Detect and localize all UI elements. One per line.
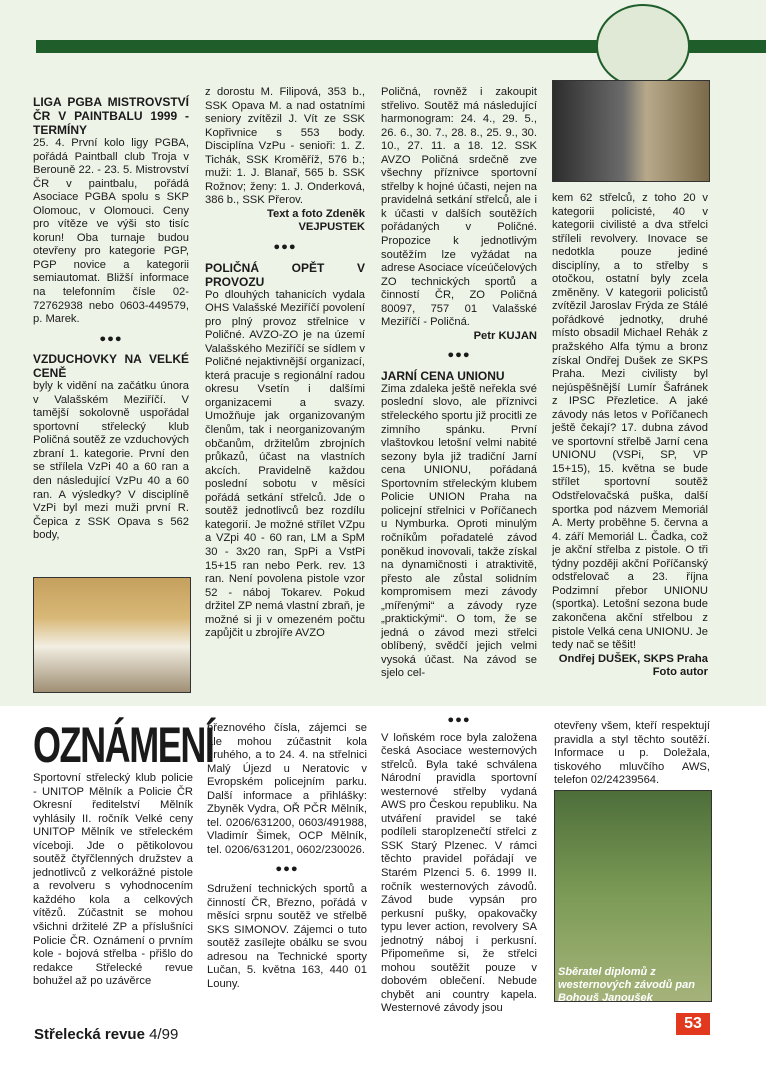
text-vzduchovky: byly k vidění na začátku února v Valašském Meziříčí. V tamější sokolovně uspořádal sportovní střelecký klub Poličná soutěž ze vzduchových zbraní 1. kategorie. První den se střílela VzPi 40 a 60 ran a den následující VzPu 40 a 60 ran. A výsledky? V disciplíně VzPi byl mezi muži první R. Čepica z SSK Opava s 562 body, xyxy=(33,380,189,542)
separator-dots: ●●● xyxy=(447,714,471,726)
text-unitop-cont: březnového čísla, zájemci se ale mohou zúčastnit kola druhého, a to 24. 4. na střelnici Malý Újezd u Neratovic v Evropském policejním parku. Další informace a přihlášky: Zbyněk Vydra, OŘ PČR Mělník, tel. 0206/631200, 0603/491988, Vladimír Šimek, OCP Mělník, tel. 0206/631201, 0602/230026. xyxy=(207,722,367,856)
shooter-logo-icon xyxy=(596,4,690,88)
heading-liga: LIGA PGBA MISTROVSTVÍ ČR V PAINTBALU 1999 - TERMÍNY xyxy=(33,95,189,137)
text-policna-cont: Poličná, rovněž i zakoupit střelivo. Soutěž má následující harmonogram: 24. 4., 29. 5., 26. 6., 30. 7., 28. 8., 25. 9., 30. 10., 27. 11. a 18. 12. SSK AVZO Poličná srdečně zve všechny příznivce sportovní střelby k hojné účasti, nejen na pravidelná setkání střelců, ale i k účasti v dalších soutěžích pořádaných v Poličné. Propozice k jednotlivým soutěžím lze vyžádat na adrese Asociace víceúčelových ZO technických sportů a činností ČR, ZO Poličná 80097, 757 01 Valašské Meziříčí - Poličná. xyxy=(381,86,537,329)
credit-kujan: Petr KUJAN xyxy=(473,329,537,342)
announcement-col-2 xyxy=(207,722,367,991)
heading-policna: POLIČNÁ OPĚT V PROVOZU xyxy=(205,260,365,289)
announcement-col-4 xyxy=(554,720,710,788)
footer-magazine xyxy=(34,1026,178,1043)
text-policna: Po dlouhých tahanicích vydala OHS Valašské Meziříčí povolení pro plný provoz střelnice v Poličné. AVZO-ZO je na území Valašského Meziříčí se sídlem v Poličné nejaktivnější organizací, která pracuje s regionální radou okresu Vsetín i dalšími organizacemi a svazy. Umožňuje jak organizovaným členům, tak i neorganizovaným občanům, držitelům zbrojních průkazů, účast na vlastních akcích. Pravidelně každou poslední sobotu v měsíci pořádá setkání střelců. Jde o soutěž jednotlivců bez rozdílu kategorií. Je možné střílet VZpu a VZpi 40 - 60 ran, LM a SpM 30 - 3x20 ran, SpPi a VstPi 15+15 ran nebo Perk. rev. 13 ran. Není povolena pistole vzor 52 - náboj Tokarev. Pokud držitel ZP nemá vlastní zbraň, je možné si ji v omezeném počtu zapůjčit u zbrojíře AVZO xyxy=(205,288,365,640)
text-jarni-cena-cont: kem 62 střelců, z toho 20 v kategorii policisté, 40 v kategorii civilisté a dva střelci stříleli revolvery. Inovace se nedotkla pouze jediné disciplíny, a to střelby s otočkou, ostatní byly zcela změněny. V kategorii policistů zvítězil Jaroslav Frýda ze Stálé pořádkové jednotky, druhé místo obsadil Michael Rehák z pražského Alfa týmu a bronz získal Ondřej Dušek ze SKPS Praha. Mezi civilisty byl nejúspěšnější Lumír Šafránek z IPSC Přezletice. A jaké závody nás letos v Poříčanech ještě čekají? 17. dubna závod ve sportovní střelbě Jarní cena UNIONU (VSPi, SP, VP 15+15), 15. května se bude střílet sportovní soutěž Odstřelovačská puška, další sportka pod názvem Memoriál A. Merty proběhne 5. června a 4. září Memoriál L. Čadka, což je akční střelba z pistole. O tři týdny později akční Poříčanský odstřelovač a 23. října Podzimní přebor UNIONU (sportka). Letošní sezona bude zakončena akční střelbou z pistole Velká cena UNIONU. Je tedy nač se těšit! xyxy=(552,192,708,652)
heading-vzduchovky: VZDUCHOVKY NA VELKÉ CENĚ xyxy=(33,352,189,381)
announcements-heading: OZNÁMENÍ xyxy=(33,717,214,773)
text-western-cont: otevřeny všem, kteří respektují pravidla a styl těchto soutěží. Informace u p. Doležala, tiskového mluvčího AWS, telefon 02/24239564. xyxy=(554,720,710,787)
column-2 xyxy=(205,86,365,641)
page-number: 53 xyxy=(676,1013,710,1035)
column-1 xyxy=(33,95,189,543)
credit-dusek: Ondřej DUŠEK, SKPS Praha Foto autor xyxy=(558,652,708,679)
photo-shooting-hall xyxy=(33,577,191,693)
text-western: V loňském roce byla založena česká Asociace westernových střelců. Byla také schválena Národní pravidla sportovní westernové střelby vydaná AWS pro Českou republiku. Na utváření pravidel se také podíleli staroplzenečtí střelci z SSK Starý Plzenec. V rámci těchto pravidel pořádají ve Starém Plzenci 5. 6. 1999 II. ročník westernových závodů. Závod bude vypsán pro perkusní pušky, opakovačky typu lever action, revolvery SA jednotný náboj i perkusní. Připomeňme si, že střelci mohou soutěžit pouze v dobovém oblečení. Nebude chybět ani country kapela. Westernové závody jsou xyxy=(381,731,537,1015)
text-liga: 25. 4. První kolo ligy PGBA, pořádá Paintball club Troja v Berouně 22. - 23. 5. Mistrovství ČR v paintbalu, pořádá Asociace PGBA spolu s SKP Olomouc, v Olomouci. Ceny pro vítěze ve výši sto tisíc korun! Oba turnaje budou otevřeny pro kategorie PGP, PGP novice a kategorii semiautomat. Bližší informace na telefonním čísle 02-72762938 nebo 0603-449579, p. Marek. xyxy=(33,137,189,326)
photo-caption: Sběratel diplomů z westernových závodů pan Bohouš Janoušek xyxy=(558,966,695,1004)
separator-dots: ●●● xyxy=(447,349,471,362)
column-3 xyxy=(381,86,537,681)
issue-number: 4/99 xyxy=(149,1026,179,1043)
photo-shooter-target xyxy=(552,80,710,182)
text-unitop: Sportovní střelecký klub policie - UNITOP Mělník a Policie ČR Okresní ředitelství Mělník vyhlásily II. ročník Velké ceny UNITOP Mělník ve střeleckém víceboji. Jde o pětikolovou soutěž čtyřčlenných družstev a jednotlivců z velkorážné pistole a revolveru s vyhodnocením každého kola a celkových vítězů. Zúčastnit se mohou všichni držitelé ZP a příslušníci Policie ČR. Oznámení o prvním kole - bojová střelba - přišlo do redakce Střelecké revue bohužel až po uzávěrce xyxy=(33,772,193,988)
text-simonov: Sdružení technických sportů a činností ČR, Březno, pořádá v měsíci srpnu soutěž ve střelbě SKS SIMONOV. Zájemci o tuto soutěž zasílejte obálku se svou adresou na Technické sporty Lučan, 5. května 163, 440 01 Louny. xyxy=(207,883,367,990)
separator-dots: ●●● xyxy=(99,332,123,345)
text-vzduchovky-results: z dorostu M. Filipová, 353 b., SSK Opava M. a nad ostatními seniory zvítězil J. Vít ze SSK Kopřivnice s 553 body. Disciplína VzPu - senioři: 1. Z. Tichák, SSK Kroměříž, 576 b.; muži: 1. J. Blanař, 565 b. SSK Rožnov; ženy: 1. J. Onderková, 386 b., SSK Přerov. xyxy=(205,86,365,207)
magazine-name: Střelecká revue xyxy=(34,1026,145,1043)
announcement-col-3 xyxy=(381,714,537,1016)
separator-dots: ●●● xyxy=(273,241,297,254)
separator-dots: ●●● xyxy=(275,863,299,876)
announcement-col-1 xyxy=(33,772,193,989)
heading-jarni-cena: JARNÍ CENA UNIONU xyxy=(381,368,505,383)
credit-vejpustek: Text a foto Zdeněk VEJPUSTEK xyxy=(266,207,365,234)
column-4 xyxy=(552,192,708,680)
text-jarni-cena: Zima zdaleka ještě neřekla své poslední slovo, ale příznivci střeleckého sportu již procitli ze zimního spánku. První vlaštovkou letošní velmi nabité sezony byla již tradiční Jarní cena UNIONU, pořádaná Sportovním střeleckým klubem Policie UNION Praha na policejní střelnici v Poříčanech u Nymburka. Oproti minulým ročníkům pořadatelé závod poněkud inovovali, takže získal na dynamičnosti i atraktivitě, přesto ale zůstal solidním kompromisem mezi závody „mířenými“ a závody ryze „praktickými“. O tom, že se jedná o závod mezi střelci oblíbený, svědčí jejich velmi vysoká účast. Na závod se sjelo cel- xyxy=(381,382,537,680)
